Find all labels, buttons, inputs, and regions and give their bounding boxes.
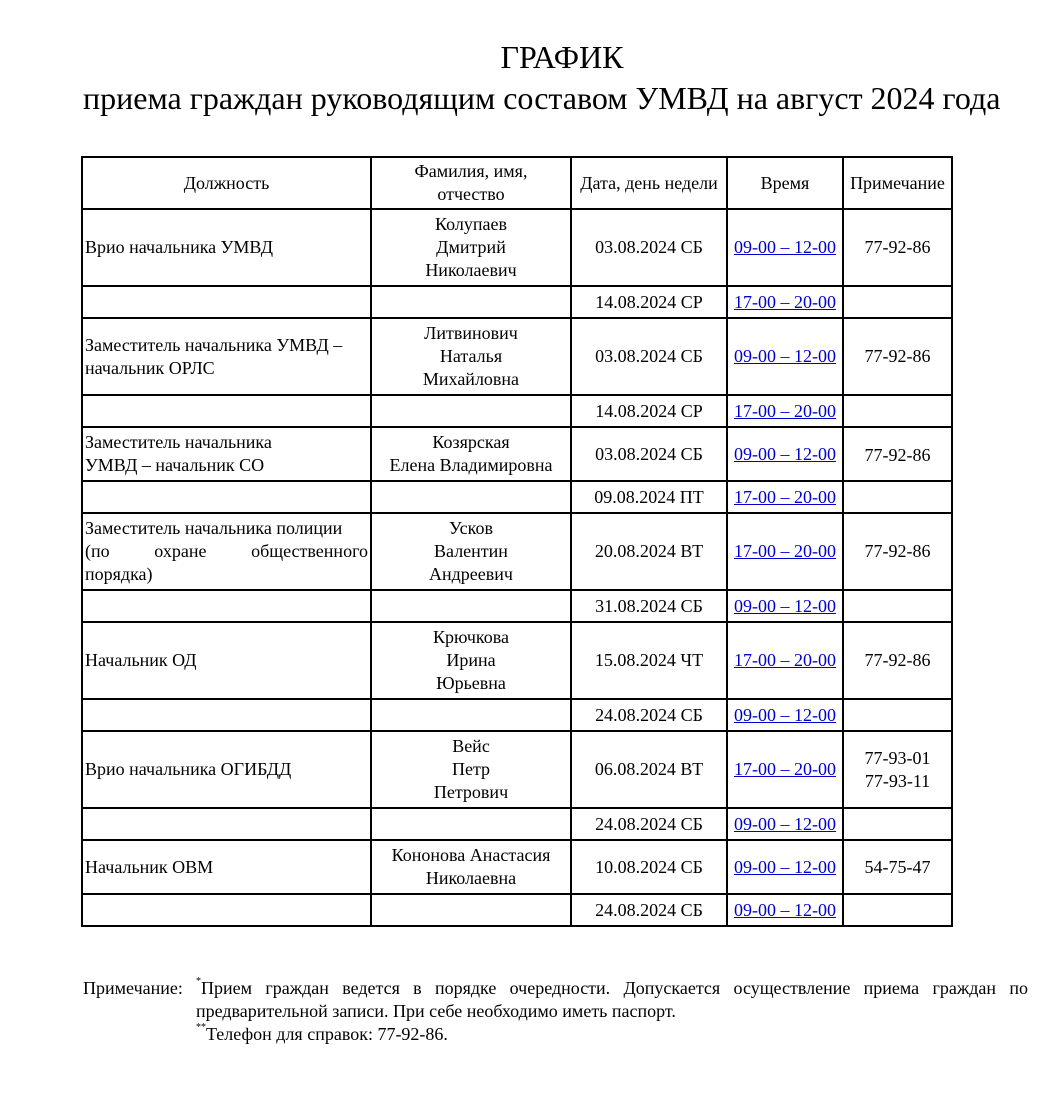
table-row	[82, 590, 952, 622]
time-link[interactable]: 09-00 – 12-00	[734, 813, 836, 834]
name-cell: Крючкова Ирина Юрьевна	[371, 622, 571, 699]
phone-cell: 77-92-86	[843, 209, 952, 286]
time-link[interactable]: 09-00 – 12-00	[734, 237, 836, 257]
schedule-table	[81, 156, 953, 927]
table-row	[82, 731, 952, 808]
name-cell: Колупаев Дмитрий Николаевич	[371, 209, 571, 286]
position-cell: Врио начальника УМВД	[82, 209, 371, 286]
table-row	[82, 427, 952, 481]
date-cell: 31.08.2024 СБ	[571, 590, 727, 622]
name-cell: Кононова Анастасия Николаевна	[371, 840, 571, 894]
table-row	[82, 894, 952, 926]
time-cell	[727, 699, 843, 731]
table-header-row	[82, 157, 952, 209]
table-row	[82, 513, 952, 590]
date-cell: 24.08.2024 СБ	[571, 894, 727, 926]
table-row	[82, 209, 952, 286]
time-cell	[727, 286, 843, 318]
table-row	[82, 286, 952, 318]
header-position: Должность	[82, 157, 371, 209]
table-row	[82, 808, 952, 840]
phone-cell: 77-92-86	[843, 513, 952, 590]
header-name: Фамилия, имя, отчество	[371, 157, 571, 209]
header-time: Время	[727, 157, 843, 209]
date-cell: 03.08.2024 СБ	[571, 209, 727, 286]
table-row	[82, 395, 952, 427]
footnote-label: Примечание:	[83, 978, 183, 998]
time-cell	[727, 427, 843, 481]
time-cell	[727, 318, 843, 395]
time-cell	[727, 481, 843, 513]
phone-cell: 77-92-86	[843, 318, 952, 395]
position-cell: Врио начальника ОГИБДД	[82, 731, 371, 808]
date-cell: 03.08.2024 СБ	[571, 318, 727, 395]
time-cell	[727, 395, 843, 427]
time-cell	[727, 209, 843, 286]
header-note: Примечание	[843, 157, 952, 209]
date-cell: 06.08.2024 ВТ	[571, 731, 727, 808]
time-link[interactable]: 17-00 – 20-00	[734, 759, 836, 779]
time-link[interactable]: 17-00 – 20-00	[734, 291, 836, 312]
date-cell: 20.08.2024 ВТ	[571, 513, 727, 590]
time-cell	[727, 808, 843, 840]
time-link[interactable]: 09-00 – 12-00	[734, 346, 836, 366]
position-cell: Заместитель начальника УМВД – начальник ОРЛС	[82, 318, 371, 395]
date-cell: 15.08.2024 ЧТ	[571, 622, 727, 699]
time-link[interactable]: 09-00 – 12-00	[734, 704, 836, 725]
document-title: ГРАФИК	[500, 39, 624, 75]
time-cell	[727, 731, 843, 808]
time-cell	[727, 622, 843, 699]
phone-cell: 54-75-47	[843, 840, 952, 894]
position-cell: Начальник ОВМ	[82, 840, 371, 894]
date-cell: 10.08.2024 СБ	[571, 840, 727, 894]
time-link[interactable]: 09-00 – 12-00	[734, 856, 836, 877]
time-cell	[727, 590, 843, 622]
time-link[interactable]: 09-00 – 12-00	[734, 595, 836, 616]
table-row	[82, 840, 952, 894]
date-cell: 14.08.2024 СР	[571, 286, 727, 318]
table-row	[82, 318, 952, 395]
name-cell: Вейс Петр Петрович	[371, 731, 571, 808]
time-cell	[727, 840, 843, 894]
phone-cell: 77-92-86	[843, 427, 952, 481]
date-cell: 03.08.2024 СБ	[571, 427, 727, 481]
position-cell: Заместитель начальника полиции (по охране общественного порядка)	[82, 513, 371, 590]
date-cell: 24.08.2024 СБ	[571, 699, 727, 731]
position-cell: Начальник ОД	[82, 622, 371, 699]
time-cell	[727, 513, 843, 590]
phone-cell: 77-92-86	[843, 622, 952, 699]
name-cell: Литвинович Наталья Михайловна	[371, 318, 571, 395]
time-link[interactable]: 17-00 – 20-00	[734, 541, 836, 561]
position-cell: Заместитель начальника УМВД – начальник СО	[82, 427, 371, 481]
document-subtitle: приема граждан руководящим составом УМВД на август 2024 года	[83, 80, 1001, 116]
date-cell: 24.08.2024 СБ	[571, 808, 727, 840]
name-cell: Козярская Елена Владимировна	[371, 427, 571, 481]
header-date: Дата, день недели	[571, 157, 727, 209]
time-cell	[727, 894, 843, 926]
table-row	[82, 622, 952, 699]
table-row	[82, 481, 952, 513]
footnote-text: *Прием граждан ведется в порядке очередности. Допускается осуществление приема граждан по предварительной записи. При себе необходимо иметь паспорт. **Телефон для справок: 77-92-86.	[196, 976, 1028, 1044]
phone-cell: 77-93-01 77-93-11	[843, 731, 952, 808]
date-cell: 09.08.2024 ПТ	[571, 481, 727, 513]
table-row	[82, 699, 952, 731]
time-link[interactable]: 17-00 – 20-00	[734, 486, 836, 507]
time-link[interactable]: 09-00 – 12-00	[734, 443, 836, 464]
time-link[interactable]: 17-00 – 20-00	[734, 400, 836, 421]
time-link[interactable]: 17-00 – 20-00	[734, 650, 836, 670]
time-link[interactable]: 09-00 – 12-00	[734, 899, 836, 920]
date-cell: 14.08.2024 СР	[571, 395, 727, 427]
name-cell: Усков Валентин Андреевич	[371, 513, 571, 590]
